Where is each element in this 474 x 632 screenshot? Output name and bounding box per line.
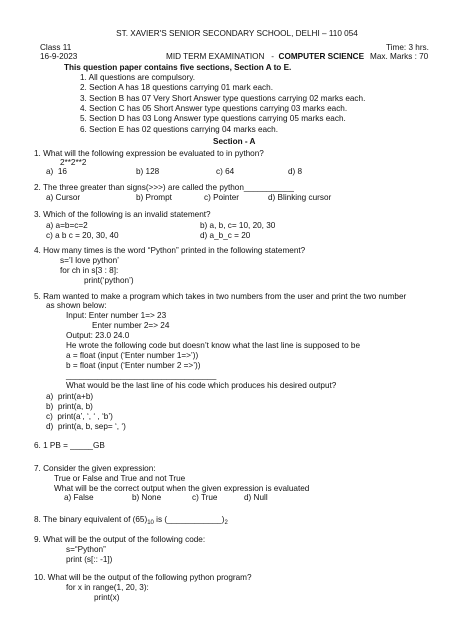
question-8 bbox=[34, 516, 228, 526]
question-4: 4. How many times is the word “Python” printed in the following statement? bbox=[34, 246, 306, 255]
option-d: d) Null bbox=[244, 493, 268, 502]
option-c: c) a b c = 20, 30, 40 bbox=[46, 231, 119, 240]
code-line: b = float (input (‘Enter number 2 =>’)) bbox=[66, 361, 201, 370]
class-label: Class 11 bbox=[40, 43, 72, 52]
exam-dash: - bbox=[271, 52, 274, 61]
instruction-item: 3. Section B has 07 Very Short Answer type questions carrying 02 marks each. bbox=[80, 94, 366, 103]
question-6: 6. 1 PB = _____GB bbox=[34, 441, 105, 450]
question-5-continued: as shown below: bbox=[46, 301, 107, 310]
question-7-ask: What will be the correct output when the given expression is evaluated bbox=[54, 484, 310, 493]
instruction-item: 4. Section C has 05 Short Answer type questions carrying 03 marks each. bbox=[80, 104, 348, 113]
option-c: c) True bbox=[192, 493, 218, 502]
exam-title-row bbox=[166, 53, 364, 61]
subscript-base-10: 10 bbox=[147, 520, 154, 526]
option-d: d) Blinking cursor bbox=[268, 193, 332, 202]
sample-output: Output: 23.0 24.0 bbox=[66, 331, 130, 340]
question-7: 7. Consider the given expression: bbox=[34, 464, 156, 473]
instruction-item: 5. Section D has 03 Long Answer type questions carrying 05 marks each. bbox=[80, 114, 346, 123]
option-c: c) print(a’, ‘, ‘ , ‘b’) bbox=[46, 412, 113, 421]
max-marks: Max. Marks : 70 bbox=[370, 52, 429, 61]
code-line: for x in range(1, 20, 3): bbox=[66, 583, 149, 592]
code-line: print (s[:: -1]) bbox=[66, 555, 113, 564]
code-line: print(‘python’) bbox=[84, 276, 134, 285]
option-b: b) None bbox=[132, 493, 162, 502]
option-a: a) print(a+b) bbox=[46, 392, 94, 401]
question-1-expression: 2**2**2 bbox=[60, 158, 87, 167]
option-c: c) 64 bbox=[216, 167, 235, 176]
question-1: 1. What will the following expression be evaluated to in python? bbox=[34, 149, 264, 158]
subscript-base-2: 2 bbox=[224, 520, 228, 526]
option-a: a) 16 bbox=[46, 167, 67, 176]
expression-line: True or False and True and not True bbox=[54, 474, 186, 483]
option-d: d) 8 bbox=[288, 167, 303, 176]
code-line: print(x) bbox=[94, 593, 120, 602]
exam-date: 16-9-2023 bbox=[40, 52, 78, 61]
question-10: 10. What will be the output of the following python program? bbox=[34, 573, 252, 582]
code-line: s=’I love python’ bbox=[60, 256, 119, 265]
question-5-ask: What would be the last line of his code which produces his desired output? bbox=[66, 381, 337, 390]
school-name: ST. XAVIER'S SENIOR SECONDARY SCHOOL, DELHI – 110 054 bbox=[116, 29, 358, 38]
instructions-title: This question paper contains five sections, Section A to E. bbox=[64, 63, 292, 72]
option-b: b) print(a, b) bbox=[46, 402, 93, 411]
option-b: b) 128 bbox=[136, 167, 160, 176]
subject-name: COMPUTER SCIENCE bbox=[278, 52, 365, 61]
question-8-text: 8. The binary equivalent of (65) bbox=[34, 515, 148, 524]
time-label: Time: 3 hrs. bbox=[386, 43, 429, 52]
question-5-note: He wrote the following code but doesn’t know what the last line is supposed to be bbox=[66, 341, 361, 350]
instruction-item: 2. Section A has 18 questions carrying 01 mark each. bbox=[80, 83, 273, 92]
question-2: 2. The three greater than signs(>>>) are called the python___________ bbox=[34, 183, 294, 192]
question-3: 3. Which of the following is an invalid statement? bbox=[34, 210, 211, 219]
question-9: 9. What will be the output of the following code: bbox=[34, 535, 206, 544]
sample-input: Input: Enter number 1=> 23 bbox=[66, 311, 167, 320]
instruction-item: 1. All questions are compulsory. bbox=[80, 73, 195, 82]
code-line: a = float (input (‘Enter number 1=>’)) bbox=[66, 351, 199, 360]
blank-line: _________________________________ bbox=[66, 371, 217, 380]
option-a: a) Cursor bbox=[46, 193, 81, 202]
option-a: a) False bbox=[64, 493, 94, 502]
option-a: a) a=b=c=2 bbox=[46, 221, 88, 230]
question-8-blank: is (____________) bbox=[153, 515, 225, 524]
exam-name: MID TERM EXAMINATION bbox=[166, 52, 265, 61]
sample-input: Enter number 2=> 24 bbox=[92, 321, 170, 330]
instruction-item: 6. Section E has 02 questions carrying 04 marks each. bbox=[80, 125, 278, 134]
option-b: b) a, b, c= 10, 20, 30 bbox=[200, 221, 276, 230]
option-b: b) Prompt bbox=[136, 193, 172, 202]
code-line: for ch in s[3 : 8]: bbox=[60, 266, 119, 275]
option-d: d) print(a, b, sep= ‘, ‘) bbox=[46, 422, 126, 431]
code-line: s=“Python” bbox=[66, 545, 106, 554]
section-title: Section - A bbox=[213, 137, 256, 146]
question-5: 5. Ram wanted to make a program which takes in two numbers from the user and print the two number bbox=[34, 292, 407, 301]
option-c: c) Pointer bbox=[204, 193, 240, 202]
option-d: d) a_b_c = 20 bbox=[200, 231, 251, 240]
